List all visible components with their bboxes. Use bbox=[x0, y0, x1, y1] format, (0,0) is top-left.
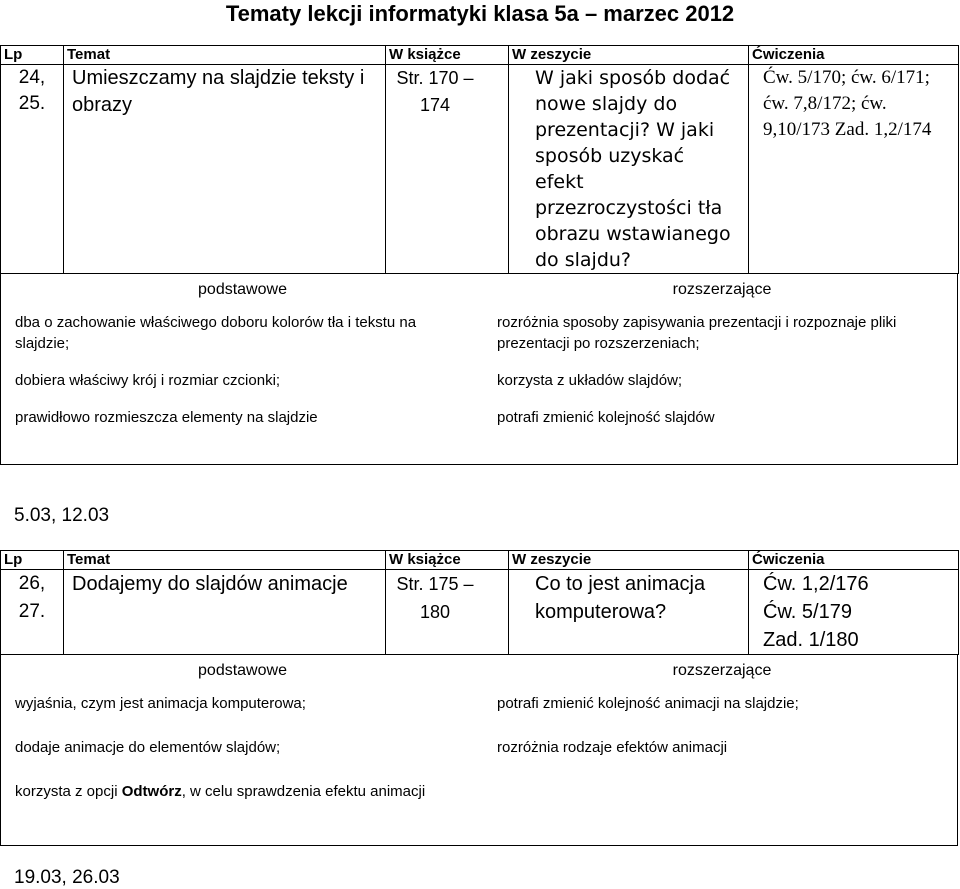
header-cwiczenia: Ćwiczenia bbox=[749, 46, 959, 65]
requirement-item: potrafi zmienić kolejność slajdów bbox=[497, 409, 715, 426]
extended-header: rozszerzające bbox=[672, 281, 772, 298]
requirement-item: dodaje animacje do elementów slajdów; bbox=[15, 739, 281, 756]
header-temat: Temat bbox=[64, 551, 386, 570]
exercises: Ćw. 5/170; ćw. 6/171; ćw. 7,8/172; ćw. 9,10/173 Zad. 1,2/174 bbox=[749, 65, 959, 274]
requirement-item: dba o zachowanie właściwego doboru kolorów tła i tekstu na slajdzie; bbox=[15, 314, 417, 352]
requirements-extended bbox=[497, 655, 947, 758]
header-zeszyt: W zeszycie bbox=[509, 46, 749, 65]
lesson-number: 24, 25. bbox=[1, 65, 64, 274]
extended-header: rozszerzające bbox=[672, 662, 772, 679]
requirement-item: prawidłowo rozmieszcza elementy na slajdzie bbox=[15, 409, 318, 426]
header-ksiazka: W książce bbox=[386, 551, 509, 570]
notebook-questions: Co to jest animacja komputerowa? bbox=[509, 570, 749, 655]
requirement-item: wyjaśnia, czym jest animacja komputerowa; bbox=[15, 695, 306, 712]
lesson-table bbox=[0, 550, 959, 655]
lesson-section-1 bbox=[0, 45, 958, 526]
requirement-item: potrafi zmienić kolejność animacji na slajdzie; bbox=[497, 695, 799, 712]
requirement-item: rozróżnia rodzaje efektów animacji bbox=[497, 739, 728, 756]
requirement-item: korzysta z opcji Odtwórz, w celu sprawdzenia efektu animacji bbox=[15, 783, 426, 800]
header-ksiazka: W książce bbox=[386, 46, 509, 65]
requirement-item: korzysta z układów slajdów; bbox=[497, 372, 683, 389]
header-lp: Lp bbox=[1, 551, 64, 570]
basic-header: podstawowe bbox=[198, 662, 287, 679]
exercises: Ćw. 1,2/176 Ćw. 5/179 Zad. 1/180 bbox=[749, 570, 959, 655]
page-title: Tematy lekcji informatyki klasa 5a – marzec 2012 bbox=[225, 1, 735, 26]
header-cwiczenia: Ćwiczenia bbox=[749, 551, 959, 570]
requirements-basic bbox=[15, 274, 470, 428]
lesson-table bbox=[0, 45, 959, 274]
notebook-questions: W jaki sposób dodać nowe slajdy do prezentacji? W jaki sposób uzyskać efekt przezroczystości tła obrazu wstawianego do slajdu? bbox=[509, 65, 749, 274]
requirement-item: rozróżnia sposoby zapisywania prezentacji i rozpoznaje pliki prezentacji po rozszerzeniach; bbox=[497, 314, 897, 352]
lesson-dates: 5.03, 12.03 bbox=[14, 505, 110, 526]
lesson-section-2 bbox=[0, 550, 958, 888]
lesson-dates: 19.03, 26.03 bbox=[14, 867, 120, 888]
table-row bbox=[1, 570, 959, 655]
header-zeszyt: W zeszycie bbox=[509, 551, 749, 570]
table-header-row bbox=[1, 46, 959, 65]
lesson-topic: Dodajemy do slajdów animacje bbox=[64, 570, 386, 655]
requirement-item: dobiera właściwy krój i rozmiar czcionki; bbox=[15, 372, 281, 389]
requirements-box bbox=[0, 655, 958, 846]
lesson-number: 26, 27. bbox=[1, 570, 64, 655]
header-lp: Lp bbox=[1, 46, 64, 65]
header-temat: Temat bbox=[64, 46, 386, 65]
book-pages: Str. 175 – 180 bbox=[386, 570, 509, 655]
book-pages: Str. 170 – 174 bbox=[386, 65, 509, 274]
lesson-topic: Umieszczamy na slajdzie teksty i obrazy bbox=[64, 65, 386, 274]
requirements-box bbox=[0, 274, 958, 465]
table-header-row bbox=[1, 551, 959, 570]
requirements-extended bbox=[497, 274, 947, 428]
requirements-basic bbox=[15, 655, 470, 802]
basic-header: podstawowe bbox=[198, 281, 287, 298]
table-row bbox=[1, 65, 959, 274]
